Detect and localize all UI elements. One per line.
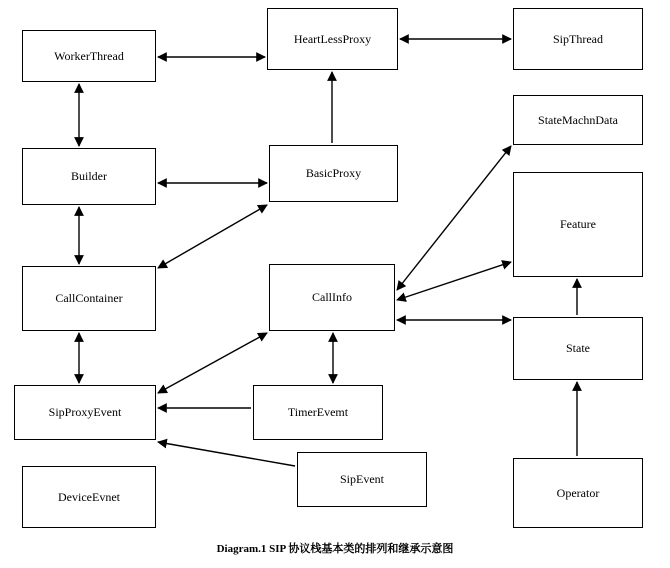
node-call-container[interactable] (22, 266, 156, 331)
node-basic-proxy[interactable] (269, 145, 398, 202)
diagram-caption: Diagram.1 SIP 协议栈基本类的排列和继承示意图 (216, 543, 454, 555)
node-device-evnet[interactable] (22, 466, 156, 528)
node-timer-evemt[interactable] (253, 385, 383, 440)
node-heartless-proxy[interactable] (267, 8, 398, 70)
node-label: SipThread (553, 31, 603, 46)
node-label: WorkerThread (54, 48, 124, 63)
node-state[interactable] (513, 317, 643, 380)
node-builder[interactable] (22, 148, 156, 205)
node-label: CallInfo (312, 290, 352, 304)
edge-sipproxy-callinfo (158, 333, 267, 393)
node-label: Operator (556, 485, 600, 500)
node-label: DeviceEvnet (58, 489, 120, 504)
node-feature[interactable] (513, 172, 643, 277)
node-call-info[interactable] (269, 264, 395, 331)
node-sip-thread[interactable] (513, 8, 643, 70)
node-sip-proxy-event[interactable] (14, 385, 156, 440)
node-sip-event[interactable] (297, 452, 427, 507)
edge-sipevent-sipproxy (158, 442, 295, 466)
edge-callcontainer-basicproxy (158, 205, 267, 268)
node-label: Builder (71, 169, 107, 183)
node-label: CallContainer (55, 291, 123, 305)
node-operator[interactable] (513, 458, 643, 528)
node-worker-thread[interactable] (22, 30, 156, 82)
node-label: BasicProxy (305, 166, 362, 180)
node-label: HeartLessProxy (293, 31, 372, 46)
node-label: SipEvent (340, 472, 384, 486)
node-label: Feature (560, 217, 596, 231)
node-label: TimerEvemt (287, 405, 349, 419)
node-label: StateMachnData (538, 112, 618, 127)
node-label: State (566, 341, 590, 355)
node-state-machn-data[interactable] (513, 95, 643, 145)
node-label: SipProxyEvent (48, 405, 122, 419)
